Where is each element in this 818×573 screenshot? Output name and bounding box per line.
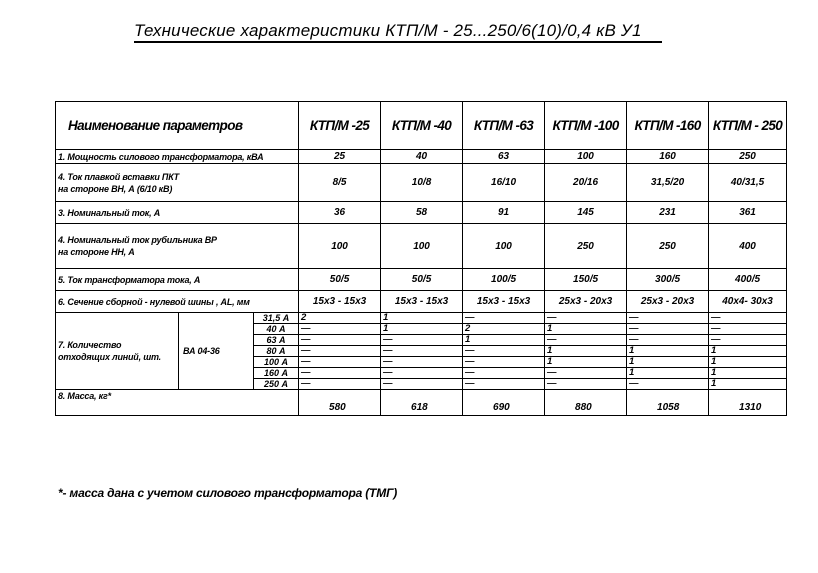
- param-value: 231: [627, 202, 709, 224]
- param-value: 15х3 - 15х3: [463, 291, 545, 313]
- mass-value: 1058: [627, 390, 709, 416]
- param-value: 300/5: [627, 269, 709, 291]
- param-row: [56, 202, 787, 224]
- param-label-line: 4. Ток плавкой вставки ПКТ: [58, 171, 179, 182]
- line-count: —: [299, 346, 381, 357]
- param-value: 400/5: [709, 269, 787, 291]
- mass-value: 880: [545, 390, 627, 416]
- param-row: [56, 150, 787, 164]
- line-count: —: [463, 313, 545, 324]
- breaker-rating: 40 А: [254, 324, 299, 335]
- breaker-type: ВА 04-36: [179, 313, 254, 390]
- mass-value: 618: [381, 390, 463, 416]
- param-value: 361: [709, 202, 787, 224]
- line-count: —: [545, 368, 627, 379]
- param-value: 100/5: [463, 269, 545, 291]
- param-value: 100: [381, 224, 463, 269]
- title-underline: [134, 41, 662, 43]
- param-label-line: 4. Номинальный ток рубильника ВР: [58, 235, 217, 245]
- line-count: —: [545, 379, 627, 390]
- line-count: 1: [709, 357, 787, 368]
- param-label: [56, 150, 299, 164]
- header-model: КТП/М -63: [463, 102, 545, 150]
- param-value: 40/31,5: [709, 164, 787, 202]
- line-count: 1: [545, 324, 627, 335]
- breaker-rating: 63 А: [254, 335, 299, 346]
- param-value: 400: [709, 224, 787, 269]
- param-label-line: 5. Ток трансформатора тока, А: [58, 274, 201, 285]
- param-value: 25х3 - 20х3: [545, 291, 627, 313]
- line-count: 2: [463, 324, 545, 335]
- param-label-line: 6. Сечение сборной - нулевой шины , АL, мм: [58, 296, 250, 307]
- mass-value: 580: [299, 390, 381, 416]
- param-value: 58: [381, 202, 463, 224]
- line-count: 1: [627, 368, 709, 379]
- header-model: КТП/М -160: [627, 102, 709, 150]
- line-count: 1: [545, 357, 627, 368]
- line-count: 2: [299, 313, 381, 324]
- line-count: 1: [627, 357, 709, 368]
- param-value: 15х3 - 15х3: [299, 291, 381, 313]
- header-model: КТП/М - 250: [709, 102, 787, 150]
- lines-label-line: 7. Количество: [58, 340, 122, 350]
- line-count: —: [381, 368, 463, 379]
- line-count: —: [299, 368, 381, 379]
- lines-row: [56, 313, 787, 324]
- line-count: —: [299, 379, 381, 390]
- param-value: 50/5: [381, 269, 463, 291]
- param-value: 91: [463, 202, 545, 224]
- line-count: 1: [709, 379, 787, 390]
- header-parameter-name: Наименование параметров: [56, 102, 299, 150]
- param-value: 250: [627, 224, 709, 269]
- param-value: 40: [381, 150, 463, 164]
- param-value: 150/5: [545, 269, 627, 291]
- line-count: 1: [627, 346, 709, 357]
- header-row: [56, 102, 787, 150]
- header-model: КТП/М -25: [299, 102, 381, 150]
- line-count: 1: [381, 313, 463, 324]
- line-count: —: [627, 379, 709, 390]
- page-title: Технические характеристики КТП/М - 25...250/6(10)/0,4 кВ У1: [134, 21, 642, 40]
- breaker-rating: 160 А: [254, 368, 299, 379]
- param-label: [56, 291, 299, 313]
- param-value: 10/8: [381, 164, 463, 202]
- param-value: 160: [627, 150, 709, 164]
- line-count: —: [463, 346, 545, 357]
- footnote: *- масса дана с учетом силового трансформатора (ТМГ): [58, 486, 398, 500]
- param-value: 40х4- 30х3: [709, 291, 787, 313]
- line-count: —: [709, 324, 787, 335]
- param-value: 100: [463, 224, 545, 269]
- line-count: —: [299, 357, 381, 368]
- line-count: —: [381, 346, 463, 357]
- line-count: 1: [545, 346, 627, 357]
- param-value: 8/5: [299, 164, 381, 202]
- param-label: [56, 269, 299, 291]
- param-value: 36: [299, 202, 381, 224]
- line-count: —: [545, 335, 627, 346]
- line-count: —: [299, 324, 381, 335]
- line-count: 1: [463, 335, 545, 346]
- mass-row: [56, 390, 787, 416]
- breaker-rating: 250 А: [254, 379, 299, 390]
- line-count: 1: [709, 368, 787, 379]
- param-value: 100: [299, 224, 381, 269]
- line-count: —: [381, 379, 463, 390]
- line-count: —: [463, 379, 545, 390]
- param-row: [56, 164, 787, 202]
- param-label-line: на стороне НН, А: [58, 247, 135, 257]
- line-count: —: [381, 357, 463, 368]
- param-label: [56, 224, 299, 269]
- param-value: 250: [709, 150, 787, 164]
- line-count: —: [463, 368, 545, 379]
- mass-value: 1310: [709, 390, 787, 416]
- header-model: КТП/М -100: [545, 102, 627, 150]
- param-value: 20/16: [545, 164, 627, 202]
- param-value: 25х3 - 20х3: [627, 291, 709, 313]
- param-value: 100: [545, 150, 627, 164]
- line-count: —: [463, 357, 545, 368]
- line-count: —: [299, 335, 381, 346]
- header-model: КТП/М -40: [381, 102, 463, 150]
- param-label: [56, 164, 299, 202]
- line-count: 1: [709, 346, 787, 357]
- breaker-rating: 100 А: [254, 357, 299, 368]
- param-row: [56, 269, 787, 291]
- line-count: —: [709, 313, 787, 324]
- line-count: —: [545, 313, 627, 324]
- line-count: 1: [381, 324, 463, 335]
- line-count: —: [627, 324, 709, 335]
- param-value: 31,5/20: [627, 164, 709, 202]
- line-count: —: [627, 313, 709, 324]
- param-value: 50/5: [299, 269, 381, 291]
- breaker-rating: 80 А: [254, 346, 299, 357]
- lines-label: [56, 313, 179, 390]
- line-count: —: [627, 335, 709, 346]
- param-value: 15х3 - 15х3: [381, 291, 463, 313]
- param-label: [56, 202, 299, 224]
- spec-table-body: [56, 102, 787, 416]
- param-label-line: 3. Номинальный ток, А: [58, 207, 161, 218]
- mass-label: 8. Масса, кг*: [56, 390, 299, 416]
- spec-table: [55, 101, 787, 416]
- param-row: [56, 291, 787, 313]
- lines-label-line: отходящих линий, шт.: [58, 352, 161, 362]
- param-value: 145: [545, 202, 627, 224]
- param-value: 250: [545, 224, 627, 269]
- param-row: [56, 224, 787, 269]
- mass-value: 690: [463, 390, 545, 416]
- line-count: —: [381, 335, 463, 346]
- param-value: 16/10: [463, 164, 545, 202]
- param-value: 25: [299, 150, 381, 164]
- line-count: —: [709, 335, 787, 346]
- param-label-line: на стороне ВН, А (6/10 кВ): [58, 183, 173, 194]
- param-value: 63: [463, 150, 545, 164]
- breaker-rating: 31,5 А: [254, 313, 299, 324]
- param-label-line: 1. Мощность силового трансформатора, кВА: [58, 151, 264, 162]
